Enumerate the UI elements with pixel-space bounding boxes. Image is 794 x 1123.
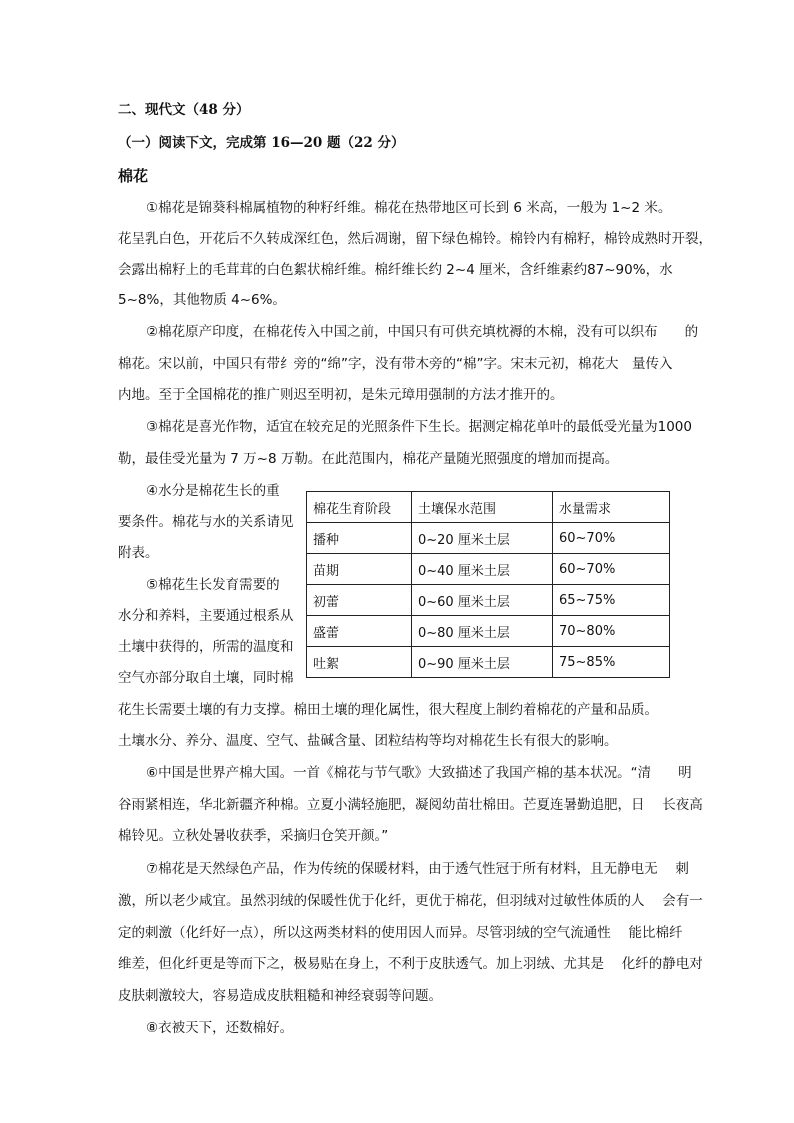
text-line: ③棉花是喜光作物，适宜在较充足的光照条件下生长。据测定棉花单叶的最低受光量为1000 [146, 419, 692, 435]
text-line: 水分和养料，主要通过根系从 [118, 608, 294, 624]
text-line: 内地。至于全国棉花的推广则迟至明初，是朱元璋用强制的方法才推开的。 [118, 387, 564, 403]
water-requirement-table [306, 491, 670, 678]
text-line: 皮肤刺激较大，容易造成皮肤粗糙和神经衰弱等问题。 [118, 988, 442, 1004]
table-row [307, 523, 670, 554]
text-line: ⑥中国是世界产棉大国。一首《棉花与节气歌》大致描述了我国产棉的基本状况。“清 明 [146, 765, 692, 781]
text-line: 空气亦部分取自土壤，同时棉 [118, 670, 294, 686]
table-cell: 播种 [307, 523, 412, 554]
text-line: 花生长需要土壤的有力支撑。棉田土壤的理化属性，很大程度上制约着棉花的产量和品质。 [118, 702, 658, 718]
table-header-row [307, 492, 670, 523]
table-cell: 0~60 厘米土层 [412, 585, 553, 616]
table-cell: 0~40 厘米土层 [412, 554, 553, 585]
text-line: ①棉花是锦葵科棉属植物的种籽纤维。棉花在热带地区可长到 6 米高，一般为 1~2 米。 [146, 200, 672, 216]
table-cell: 0~20 厘米土层 [412, 523, 553, 554]
table-cell: 70~80% [553, 616, 670, 647]
text-line: 维差，但化纤更是等而下之，极易贴在身上，不利于皮肤透气。加上羽绒、尤其是 化纤的静电对 [118, 956, 703, 972]
text-line: 附表。 [118, 545, 159, 561]
text-line: 棉铃见。立秋处暑收获季，采摘归仓笑开颜。” [118, 828, 389, 844]
table-header: 水量需求 [553, 492, 670, 523]
table-row [307, 616, 670, 647]
text-line: 会露出棉籽上的毛茸茸的白色絮状棉纤维。棉纤维长约 2~4 厘米，含纤维素约87~90%，水 [118, 262, 673, 278]
table-row [307, 585, 670, 616]
table-row [307, 647, 670, 678]
table-cell: 吐絮 [307, 647, 412, 678]
table-cell: 60~70% [553, 554, 670, 585]
article-title: 棉花 [118, 167, 149, 185]
text-line: ⑦棉花是天然绿色产品，作为传统的保暖材料，由于透气性冠于所有材料，且无静电无 刺 [146, 861, 689, 877]
text-line: 土壤水分、养分、温度、空气、盐碱含量、团粒结构等均对棉花生长有很大的影响。 [118, 733, 618, 749]
text-line: 定的刺激（化纤好一点），所以这两类材料的使用因人而异。尽管羽绒的空气流通性 能比棉纤 [118, 925, 683, 941]
text-line: 勒，最佳受光量为 7 万~8 万勒。在此范围内，棉花产量随光照强度的增加而提高。 [118, 451, 619, 467]
table-cell: 苗期 [307, 554, 412, 585]
text-line: 激，所以老少咸宜。虽然羽绒的保暖性优于化纤，更优于棉花，但羽绒对过敏性体质的人 会有一 [118, 893, 703, 909]
subsection-heading: （一）阅读下文，完成第 16—20 题（22 分） [118, 135, 405, 151]
text-line: 5~8%，其他物质 4~6%。 [118, 292, 286, 308]
text-line: 土壤中获得的，所需的温度和 [118, 639, 294, 655]
table-header: 土壤保水范围 [412, 492, 553, 523]
text-line: ⑧衣被天下，还数棉好。 [146, 1020, 294, 1036]
table-cell: 75~85% [553, 647, 670, 678]
text-line: ④水分是棉花生长的重 [146, 483, 280, 499]
table-cell: 60~70% [553, 523, 670, 554]
table-cell: 盛蕾 [307, 616, 412, 647]
text-line: ⑤棉花生长发育需要的 [146, 577, 280, 593]
table-cell: 0~90 厘米土层 [412, 647, 553, 678]
table-header: 棉花生育阶段 [307, 492, 412, 523]
table-cell: 0~80 厘米土层 [412, 616, 553, 647]
text-line: 谷雨紧相连，华北新疆齐种棉。立夏小满轻施肥，凝阅幼苗壮棉田。芒夏连暑勤追肥，日 长夜高 [118, 797, 703, 813]
section-heading: 二、现代文（48 分） [118, 102, 250, 118]
text-line: 棉花。宋以前，中国只有带纟旁的“绵”字，没有带木旁的“棉”字。宋末元初，棉花大 量传入 [118, 356, 673, 372]
table-cell: 65~75% [553, 585, 670, 616]
table-cell: 初蕾 [307, 585, 412, 616]
text-line: 花呈乳白色，开花后不久转成深红色，然后凋谢，留下绿色棉铃。棉铃内有棉籽，棉铃成熟时开裂， [118, 231, 712, 247]
text-line: ②棉花原产印度，在棉花传入中国之前，中国只有可供充填枕褥的木棉，没有可以织布 的 [146, 324, 699, 340]
table-row [307, 554, 670, 585]
text-line: 要条件。棉花与水的关系请见 [118, 514, 294, 530]
